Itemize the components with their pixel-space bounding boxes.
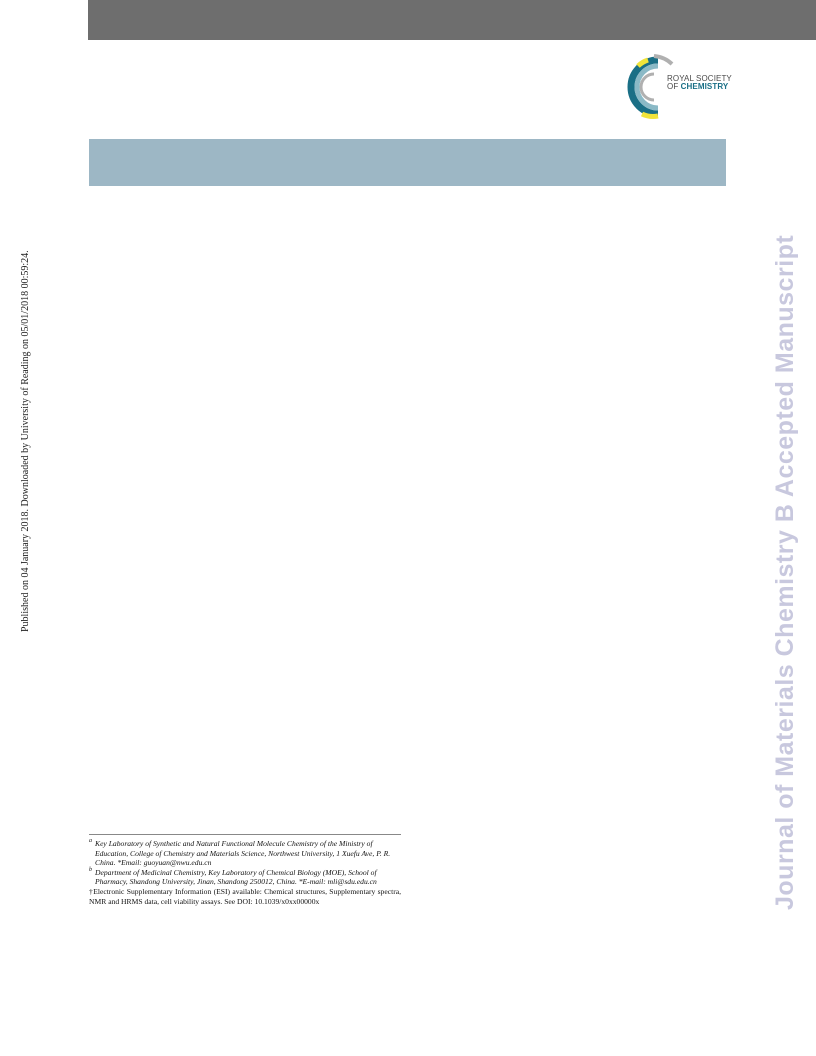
logo-line-2: [667, 83, 732, 91]
logo-chemistry: CHEMISTRY: [680, 82, 729, 91]
footnote-b-mark: b: [89, 866, 92, 873]
logo-line-1: ROYAL SOCIETY: [667, 74, 732, 83]
rsc-logo: [624, 52, 734, 122]
footnote-a-mark: a: [89, 838, 92, 844]
footnote-b-text: Department of Medicinal Chemistry, Key Laboratory of Chemical Biology (MOE), School of Pharmacy, Shandong University, Jinan, Shandong 250012, China. *E-mail: mli@sdu.edu.cn: [95, 867, 377, 887]
footnotes: [89, 834, 401, 906]
footnote-b: [89, 868, 401, 887]
title-band: [89, 139, 726, 186]
accepted-manuscript-watermark: Journal of Materials Chemistry B Accepted Manuscript: [771, 234, 799, 910]
logo-of: OF: [667, 82, 679, 91]
footnote-a: [89, 839, 401, 868]
esi-note: †Electronic Supplementary Information (ESI) available: Chemical structures, Supplementary spectra, NMR and HRMS data, cell viability assays. See DOI: 10.1039/x0xx00000x: [89, 886, 401, 906]
publication-stamp: Published on 04 January 2018. Downloaded by University of Reading on 05/01/2018 00:59:24.: [20, 250, 31, 632]
logo-wordmark: [667, 75, 732, 91]
header-bar: [88, 0, 816, 40]
footnote-a-text: Key Laboratory of Synthetic and Natural Functional Molecule Chemistry of the Ministry of Education, College of Chemistry and Materials Science, Northwest University, 1 Xuefu Ave, P. R. China. *Email: guoyuan@nwu.edu.cn: [95, 839, 391, 868]
